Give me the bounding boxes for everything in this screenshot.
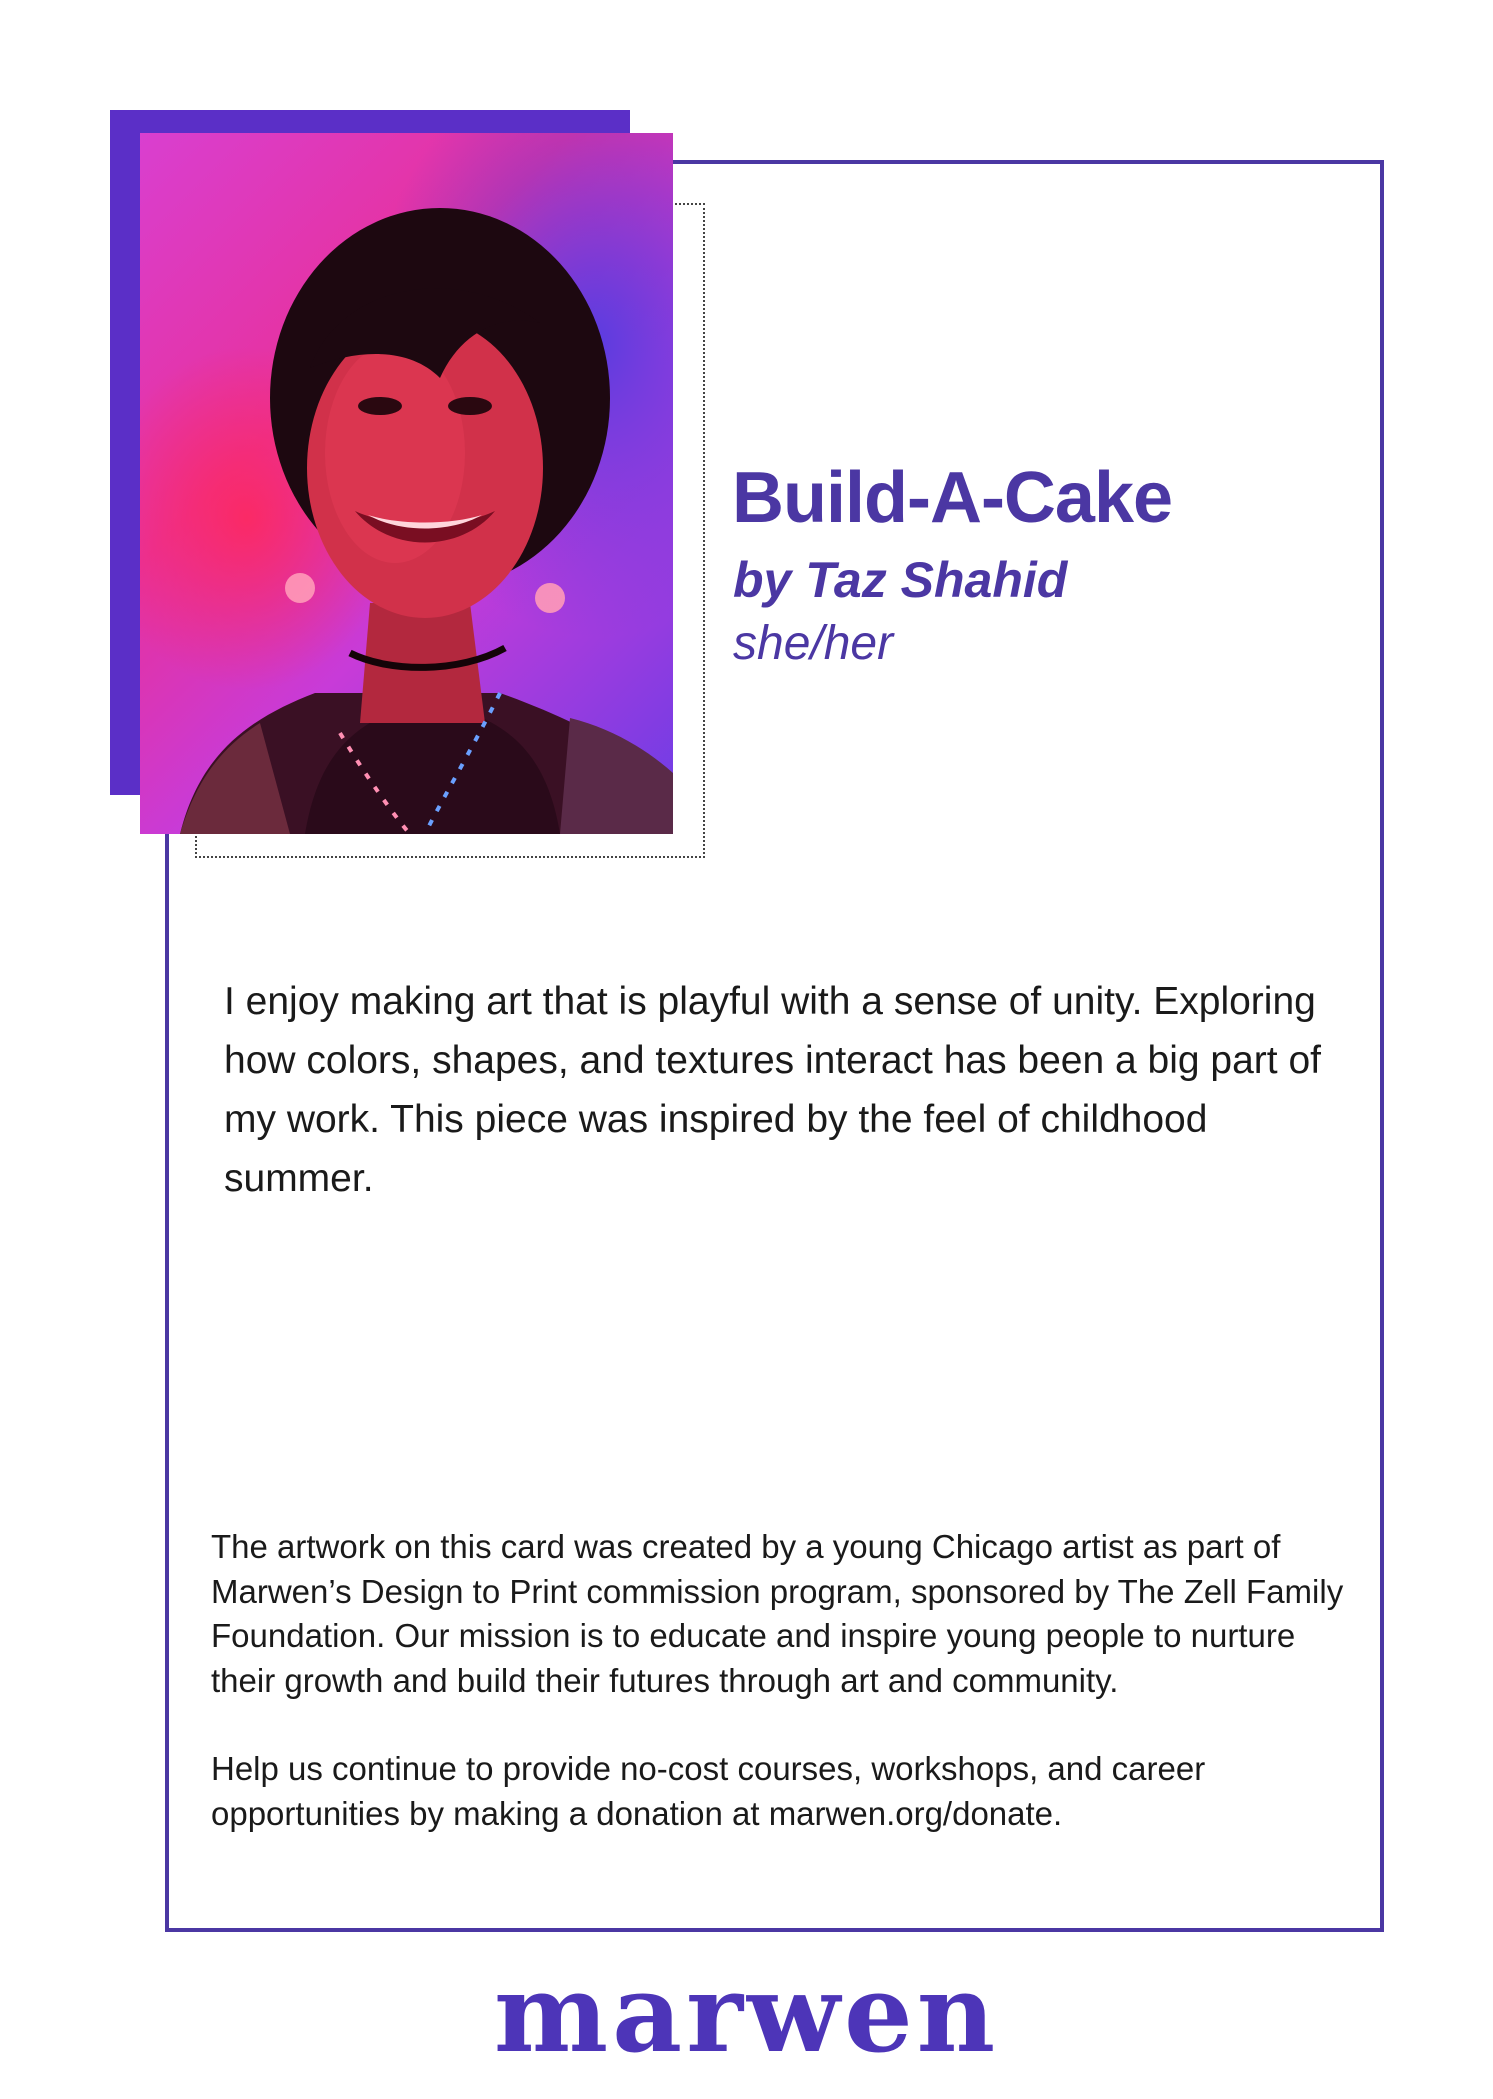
marwen-logo: marwen (493, 1951, 1000, 2077)
artist-pronouns: she/her (733, 617, 894, 670)
artist-byline: by Taz Shahid (733, 552, 1068, 608)
footer-text (211, 1525, 1351, 1880)
artist-statement: I enjoy making art that is playful with a sense of unity. Exploring how colors, shapes, and textures interact has been a big part of my work. This piece was inspired by the feel of childhood summer. (224, 980, 1321, 1200)
program-description: The artwork on this card was created by a young Chicago artist as part of Marwen’s Design to Print commission program, sponsored by The Zell Family Foundation. Our mission is to educate and inspire young people to nurture their growth and build their futures through art and community. (211, 1528, 1344, 1699)
artwork-title: Build-A-Cake (732, 458, 1173, 538)
donation-appeal: Help us continue to provide no-cost courses, workshops, and career opportunities by making a donation at marwen.org/donate. (211, 1750, 1206, 1832)
artist-portrait (140, 133, 673, 834)
